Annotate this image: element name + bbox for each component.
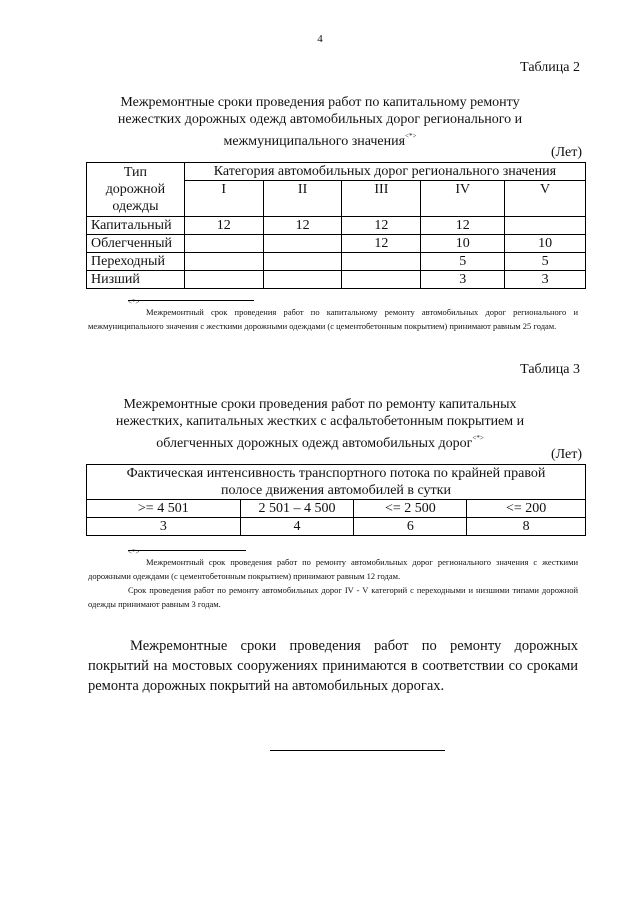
cell <box>342 253 421 271</box>
table-row <box>87 271 586 289</box>
header-category: Категория автомобильных дорог регионального значения <box>184 163 585 181</box>
table-row <box>87 253 586 271</box>
intensity-cell: 2 501 – 4 500 <box>240 500 354 518</box>
intensity-cell: <= 200 <box>467 500 586 518</box>
cell: 5 <box>421 253 505 271</box>
table-2-title-line: Межремонтные сроки проведения работ по капитальному ремонту <box>120 95 520 110</box>
cell <box>263 253 342 271</box>
closing-paragraph: Межремонтные сроки проведения работ по ремонту дорожных покрытий на мостовых сооружениях принимаются в соответствии со сроками ремонта дорожных покрытий на автомобильных дорогах. <box>88 638 578 694</box>
cell: 12 <box>342 217 421 235</box>
table-3-header: Фактическая интенсивность транспортного потока по крайней правой полосе движения автомобилей в сутки <box>87 465 586 500</box>
table-row <box>87 235 586 253</box>
footnote-separator <box>128 300 254 301</box>
cell: 10 <box>505 235 586 253</box>
cell: 12 <box>342 235 421 253</box>
cell <box>505 217 586 235</box>
cell <box>184 253 263 271</box>
cell <box>184 235 263 253</box>
category-header: I <box>184 181 263 217</box>
table-3-title-line: облегченных дорожных одежд автомобильных дорог<*> <box>156 434 484 451</box>
cell: 12 <box>184 217 263 235</box>
table-3-label: Таблица 3 <box>520 362 580 377</box>
row-type: Капитальный <box>87 217 185 235</box>
table-3-footnote-2: Срок проведения работ по ремонту автомобильных дорог IV - V категорий с переходными и низшими типами дорожной одежды принимают равным 3 годам. <box>88 585 578 609</box>
footnote-reference: <*> <box>405 132 417 140</box>
table-row <box>87 500 586 518</box>
table-2-footnote: Межремонтный срок проведения работ по капитальному ремонту автомобильных дорог регионального и межмуниципального значения с жесткими дорожными одеждами (с цементобетонным покрытием) принимают равным 25 годам. <box>88 307 578 331</box>
table-3-title-line: нежестких, капитальных жестких с асфальтобетонным покрытием и <box>115 414 525 429</box>
table-2-title-line: межмуниципального значения<*> <box>223 132 417 149</box>
row-type: Облегченный <box>87 235 185 253</box>
table-row <box>87 518 586 536</box>
row-type: Низший <box>87 271 185 289</box>
footnote-reference: <*> <box>472 434 484 442</box>
table-3 <box>86 464 586 536</box>
cell: 5 <box>505 253 586 271</box>
footnote-separator <box>128 550 246 551</box>
table-3-footnote-1: Межремонтный срок проведения работ по ремонту автомобильных дорог регионального значения с жесткими дорожными одеждами (с цементобетонным покрытием) принимают равным 12 годам. <box>88 557 578 581</box>
category-header: IV <box>421 181 505 217</box>
category-header: V <box>505 181 586 217</box>
cell: 12 <box>421 217 505 235</box>
table-2-unit: (Лет) <box>550 145 582 160</box>
table-3-title <box>80 396 560 452</box>
header-type: Тип дорожной одежды <box>87 163 185 217</box>
cell: 10 <box>421 235 505 253</box>
cell: 3 <box>421 271 505 289</box>
cell <box>263 271 342 289</box>
footnote-mark: <*> <box>128 298 140 306</box>
table-3-footnotes <box>88 555 578 611</box>
table-3-title-line: Межремонтные сроки проведения работ по ремонту капитальных <box>123 397 517 412</box>
table-3-unit: (Лет) <box>550 447 582 462</box>
years-cell: 8 <box>467 518 586 536</box>
table-2-label: Таблица 2 <box>520 60 580 75</box>
row-type: Переходный <box>87 253 185 271</box>
years-cell: 3 <box>87 518 241 536</box>
cell <box>184 271 263 289</box>
table-row <box>87 217 586 235</box>
table-2-title-line: нежестких дорожных одежд автомобильных дорог регионального и <box>117 112 523 127</box>
cell: 12 <box>263 217 342 235</box>
table-2-title <box>80 94 560 150</box>
cell <box>263 235 342 253</box>
category-header: II <box>263 181 342 217</box>
category-header: III <box>342 181 421 217</box>
intensity-cell: <= 2 500 <box>354 500 467 518</box>
cell: 3 <box>505 271 586 289</box>
cell <box>342 271 421 289</box>
years-cell: 4 <box>240 518 354 536</box>
footnote-mark: <*> <box>128 548 140 556</box>
end-separator <box>270 750 445 751</box>
page-number: 4 <box>317 33 323 45</box>
years-cell: 6 <box>354 518 467 536</box>
intensity-cell: >= 4 501 <box>87 500 241 518</box>
table-2 <box>86 162 586 289</box>
